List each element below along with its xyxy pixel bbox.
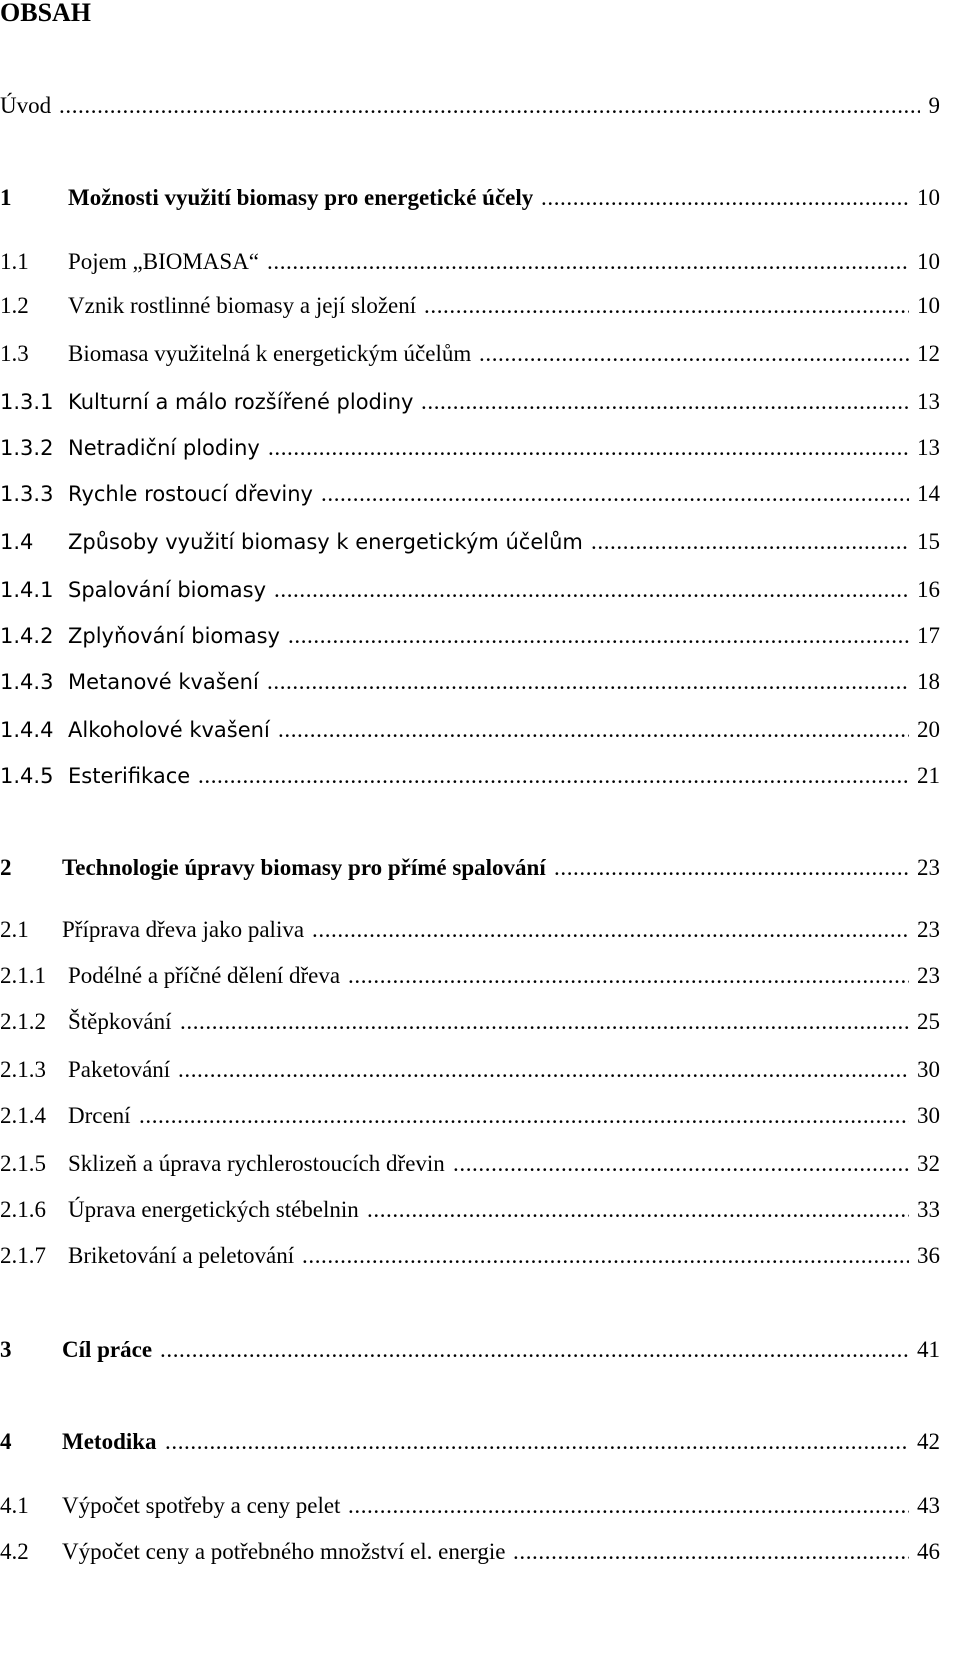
toc-entry-leader: [274, 573, 909, 607]
toc-entry-label: Úprava energetických stébelnin: [68, 1197, 359, 1222]
toc-entry-label: Výpočet ceny a potřebného množství el. energie: [62, 1539, 506, 1564]
toc-entry-leader: [312, 913, 909, 947]
toc-entry-leader: [479, 337, 909, 371]
toc-entry-number: 1.4: [0, 530, 34, 554]
toc-entry-label: Možnosti využití biomasy pro energetické účely: [68, 185, 534, 210]
toc-entry-number: 2.1.7: [0, 1243, 46, 1268]
toc-entry-leader: [424, 289, 909, 323]
toc-entry[interactable]: [0, 1239, 940, 1273]
toc-entry[interactable]: [0, 1193, 940, 1227]
toc-entry-label: Úvod: [0, 93, 52, 118]
toc-entry-number: 4: [0, 1429, 12, 1454]
toc-entry-leader: [367, 1193, 909, 1227]
toc-entry[interactable]: [0, 385, 940, 419]
toc-entry-label: Způsoby využití biomasy k energetickým účelům: [68, 530, 583, 554]
toc-entry-page-number: 25: [917, 1009, 940, 1034]
toc-entry[interactable]: [0, 1099, 940, 1133]
toc-entry-label: Rychle rostoucí dřeviny: [68, 482, 313, 506]
toc-entry[interactable]: [0, 1147, 940, 1181]
toc-entry-number: 1: [0, 185, 12, 210]
toc-entry-label: Technologie úpravy biomasy pro přímé spalování: [62, 855, 546, 880]
toc-entry-number: 1.4.2: [0, 624, 54, 648]
toc-entry-number: 1.3.3: [0, 482, 54, 506]
toc-entry-number: 2.1.1: [0, 963, 46, 988]
toc-entry-label: Metodika: [62, 1429, 157, 1454]
toc-entry-page-number: 12: [917, 341, 940, 366]
toc-entry-label: Štěpkování: [68, 1009, 172, 1034]
toc-entry-page-number: 30: [917, 1103, 940, 1128]
toc-entry-leader: [513, 1535, 909, 1569]
toc-entry-label: Výpočet spotřeby a ceny pelet: [62, 1493, 341, 1518]
toc-entry-number: 2: [0, 855, 12, 880]
toc-entry-page-number: 17: [917, 623, 940, 648]
toc-entry[interactable]: [0, 1005, 940, 1039]
toc-entry-label: Biomasa využitelná k energetickým účelům: [68, 341, 472, 366]
toc-entry-page-number: 13: [917, 389, 940, 414]
toc-entry-label: Esterifikace: [68, 764, 191, 788]
toc-entry-number: 4.2: [0, 1539, 29, 1564]
toc-entry[interactable]: [0, 1053, 940, 1087]
toc-entry-number: 4.1: [0, 1493, 29, 1518]
toc-entry[interactable]: [0, 573, 940, 607]
toc-entry-leader: [591, 525, 909, 559]
toc-entry-label: Drcení: [68, 1103, 131, 1128]
toc-entry-leader: [554, 851, 909, 885]
toc-entry-leader: [59, 89, 920, 123]
toc-entry-label: Paketování: [68, 1057, 171, 1082]
toc-entry[interactable]: [0, 525, 940, 559]
toc-entry-page-number: 46: [917, 1539, 940, 1564]
toc-entry-number: 1.3: [0, 341, 29, 366]
toc-entry-leader: [268, 431, 909, 465]
toc-entry-page-number: 23: [917, 917, 940, 942]
toc-entry-leader: [198, 759, 909, 793]
toc-entry-leader: [160, 1333, 909, 1367]
toc-entry-page-number: 43: [917, 1493, 940, 1518]
toc-entry-leader: [321, 477, 909, 511]
toc-entry-page-number: 10: [917, 249, 940, 274]
toc-entry-leader: [180, 1005, 909, 1039]
toc-entry-page-number: 10: [917, 293, 940, 318]
toc-entry-leader: [421, 385, 909, 419]
toc-entry-label: Briketování a peletování: [68, 1243, 295, 1268]
toc-entry-label: Cíl práce: [62, 1337, 153, 1362]
toc-entry[interactable]: [0, 1425, 940, 1459]
toc-entry-page-number: 32: [917, 1151, 940, 1176]
toc-entry-label: Podélné a příčné dělení dřeva: [68, 963, 341, 988]
toc-entry-page-number: 16: [917, 577, 940, 602]
toc-entry-number: 3: [0, 1337, 12, 1362]
toc-entry-label: Netradiční plodiny: [68, 436, 260, 460]
toc-entry-number: 2.1: [0, 917, 29, 942]
toc-entry-page-number: 41: [917, 1337, 940, 1362]
toc-entry-leader: [541, 181, 909, 215]
toc-entry-page-number: 20: [917, 717, 940, 742]
toc-entry-page-number: 21: [917, 763, 940, 788]
toc-entry[interactable]: [0, 89, 940, 123]
toc-entry-leader: [453, 1147, 909, 1181]
toc-entry-label: Alkoholové kvašení: [68, 718, 270, 742]
toc-entry-number: 2.1.5: [0, 1151, 46, 1176]
toc-entry-page-number: 14: [917, 481, 940, 506]
toc-entry-page-number: 13: [917, 435, 940, 460]
toc-entry-leader: [302, 1239, 909, 1273]
toc-entry-page-number: 15: [917, 529, 940, 554]
toc-entry[interactable]: [0, 913, 940, 947]
toc-entry-page-number: 18: [917, 669, 940, 694]
toc-entry-number: 1.2: [0, 293, 29, 318]
toc-entry-number: 1.3.1: [0, 390, 54, 414]
toc-entry-leader: [267, 245, 909, 279]
toc-entry-page-number: 42: [917, 1429, 940, 1454]
toc-entry-number: 1.3.2: [0, 436, 54, 460]
toc-entry-label: Spalování biomasy: [68, 578, 267, 602]
toc-entry-page-number: 23: [917, 963, 940, 988]
toc-entry-leader: [278, 713, 909, 747]
toc-entry-label: Metanové kvašení: [68, 670, 259, 694]
toc-entry-label: Kulturní a málo rozšířené plodiny: [68, 390, 414, 414]
toc-entry-label: Vznik rostlinné biomasy a její složení: [68, 293, 417, 318]
page-title: OBSAH: [0, 0, 92, 27]
toc-entry[interactable]: [0, 759, 940, 793]
toc-entry-leader: [288, 619, 909, 653]
toc-entry-number: 1.4.3: [0, 670, 54, 694]
toc-entry-number: 1.4.5: [0, 764, 54, 788]
toc-entry[interactable]: [0, 431, 940, 465]
toc-entry-number: 1.1: [0, 249, 29, 274]
toc-entry-leader: [139, 1099, 909, 1133]
toc-entry[interactable]: [0, 1489, 940, 1523]
toc-entry[interactable]: [0, 1535, 940, 1569]
toc-entry-page-number: 10: [917, 185, 940, 210]
toc-entry-leader: [348, 959, 909, 993]
toc-entry-page-number: 30: [917, 1057, 940, 1082]
toc-entry[interactable]: [0, 619, 940, 653]
toc-entry-leader: [267, 665, 909, 699]
toc-entry-page-number: 23: [917, 855, 940, 880]
toc-entry-number: 1.4.1: [0, 578, 54, 602]
toc-entry-leader: [348, 1489, 909, 1523]
toc-entry-label: Pojem „BIOMASA“: [68, 249, 260, 274]
toc-entry-page-number: 33: [917, 1197, 940, 1222]
toc-entry-number: 2.1.4: [0, 1103, 46, 1128]
toc-entry[interactable]: [0, 851, 940, 885]
toc-entry[interactable]: [0, 477, 940, 511]
toc-entry[interactable]: [0, 959, 940, 993]
toc-entry[interactable]: [0, 181, 940, 215]
toc-entry-leader: [165, 1425, 909, 1459]
toc-entry-label: Příprava dřeva jako paliva: [62, 917, 305, 942]
toc-entry-number: 2.1.2: [0, 1009, 46, 1034]
toc-entry[interactable]: [0, 289, 940, 323]
toc-entry-number: 2.1.3: [0, 1057, 46, 1082]
toc-entry-label: Zplyňování biomasy: [68, 624, 280, 648]
toc-entry[interactable]: [0, 665, 940, 699]
toc-entry-leader: [178, 1053, 909, 1087]
toc-entry-page-number: 36: [917, 1243, 940, 1268]
toc-entry-label: Sklizeň a úprava rychlerostoucích dřevin: [68, 1151, 445, 1176]
toc-entry-number: 2.1.6: [0, 1197, 46, 1222]
toc-entry-number: 1.4.4: [0, 718, 54, 742]
toc-entry[interactable]: [0, 245, 940, 279]
toc-entry[interactable]: [0, 713, 940, 747]
toc-entry-page-number: 9: [928, 93, 940, 118]
toc-entry[interactable]: [0, 1333, 940, 1367]
toc-entry[interactable]: [0, 337, 940, 371]
